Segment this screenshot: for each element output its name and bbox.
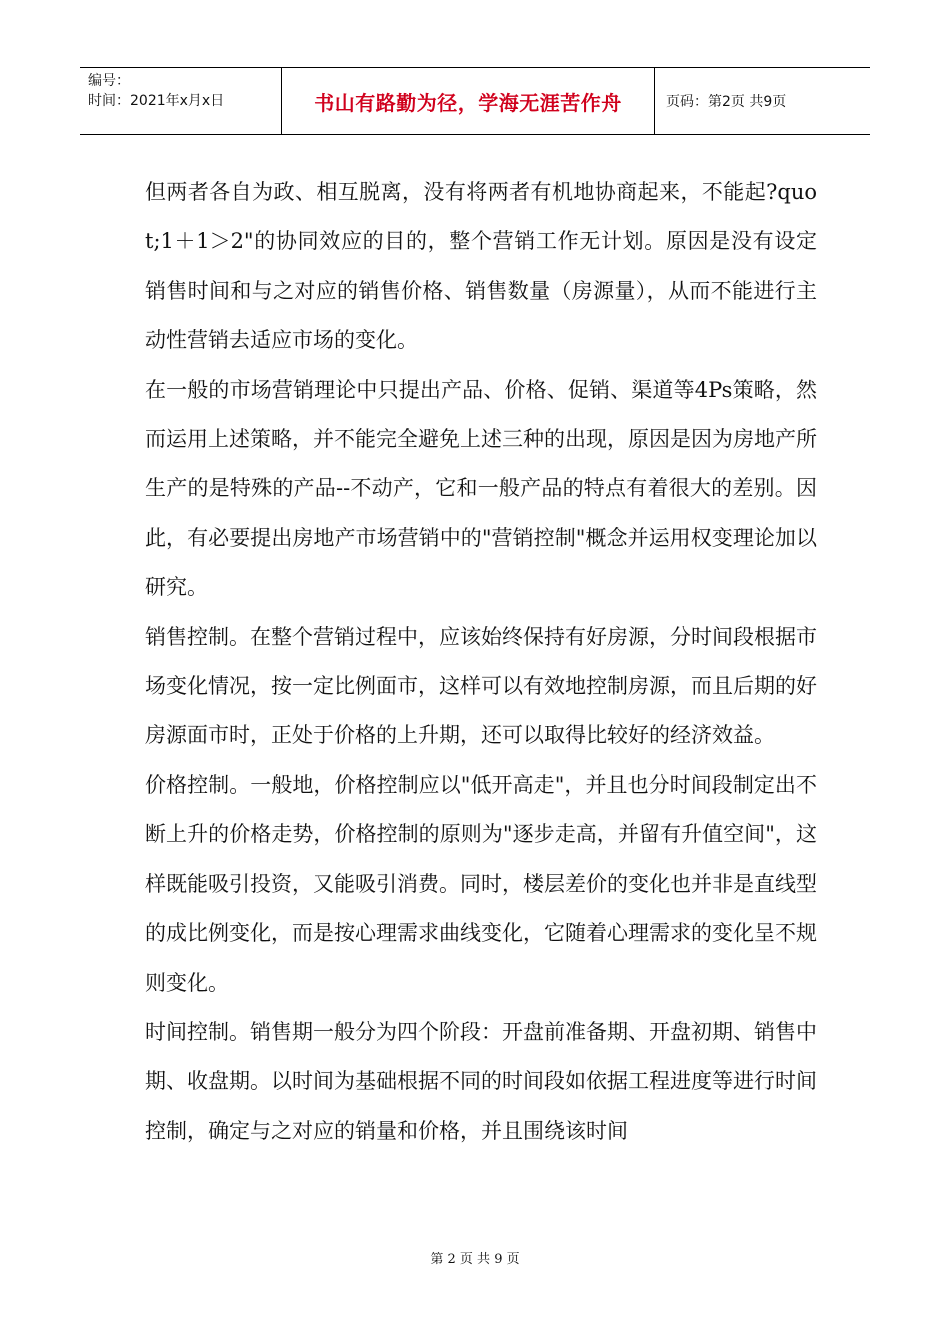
time-label: 时间：2021年x月x日	[88, 93, 225, 109]
header-page-info: 页码：第2页 共9页	[666, 94, 787, 110]
paragraph: 销售控制。在整个营销过程中，应该始终保持有好房源，分时间段根据市场变化情况，按一定比例面市，这样可以有效地控制房源，而且后期的好房源面市时，正处于价格的上升期，还可以取得比较好的经济效益。	[145, 624, 817, 748]
page-header	[80, 67, 870, 135]
page-footer: 第 2 页 共 9 页	[430, 1252, 520, 1267]
header-meta-cell	[80, 68, 282, 134]
paragraph: 价格控制。一般地，价格控制应以"低开高走"，并且也分时间段制定出不断上升的价格走势，价格控制的原则为"逐步走高，并留有升值空间"，这样既能吸引投资，又能吸引消费。同时，楼层差价的变化也并非是直线型的成比例变化，而是按心理需求曲线变化，它随着心理需求的变化呈不规则变化。	[145, 772, 817, 995]
paragraph: 在一般的市场营销理论中只提出产品、价格、促销、渠道等4Ps策略，然而运用上述策略，并不能完全避免上述三种的出现，原因是因为房地产所生产的是特殊的产品--不动产，它和一般产品的特点有着很大的差别。因此，有必要提出房地产市场营销中的"营销控制"概念并运用权变理论加以研究。	[145, 377, 817, 600]
header-motto: 书山有路勤为径，学海无涯苦作舟	[282, 68, 655, 134]
paragraph: 时间控制。销售期一般分为四个阶段：开盘前准备期、开盘初期、销售中期、收盘期。以时间为基础根据不同的时间段如依据工程进度等进行时间控制，确定与之对应的销量和价格，并且围绕该时间	[145, 1019, 817, 1143]
document-body	[145, 168, 817, 1156]
serial-number-label: 编号：	[88, 73, 130, 89]
paragraph: 但两者各自为政、相互脱离，没有将两者有机地协商起来，不能起?quot;1＋1＞2"的协同效应的目的，整个营销工作无计划。原因是没有设定销售时间和与之对应的销售价格、销售数量（房源量），从而不能进行主动性营销去适应市场的变化。	[145, 180, 817, 353]
